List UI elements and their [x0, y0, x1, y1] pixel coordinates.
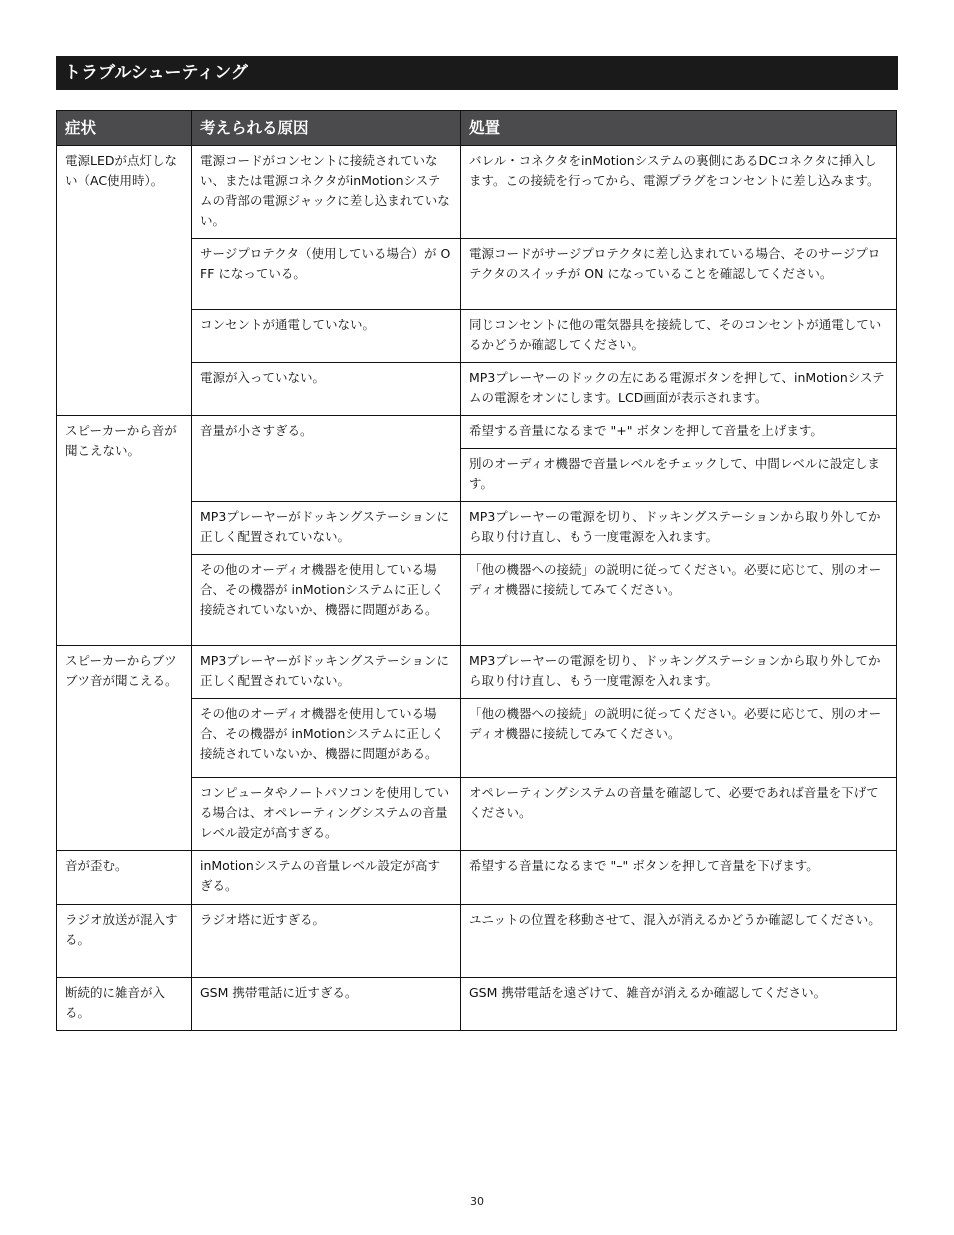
table-row: [57, 146, 897, 239]
remedy-cell: 希望する音量になるまで "+" ボタンを押して音量を上げます。: [461, 416, 897, 449]
cause-cell: 音量が小さすぎる。: [192, 416, 461, 502]
troubleshooting-table: [56, 110, 897, 1031]
remedy-cell: 「他の機器への接続」の説明に従ってください。必要に応じて、別のオーディオ機器に接続してみてください。: [461, 555, 897, 646]
symptom-cell: 電源LEDが点灯しない（AC使用時）。: [57, 146, 192, 416]
cause-cell: 電源が入っていない。: [192, 363, 461, 416]
remedy-cell: 希望する音量になるまで "–" ボタンを押して音量を下げます。: [461, 851, 897, 905]
remedy-cell: MP3プレーヤーのドックの左にある電源ボタンを押して、inMotionシステムの電源をオンにします。LCD画面が表示されます。: [461, 363, 897, 416]
symptom-cell: スピーカーから音が聞こえない。: [57, 416, 192, 646]
cause-cell: MP3プレーヤーがドッキングステーションに正しく配置されていない。: [192, 646, 461, 699]
remedy-cell: 別のオーディオ機器で音量レベルをチェックして、中間レベルに設定します。: [461, 449, 897, 502]
remedy-cell: 電源コードがサージプロテクタに差し込まれている場合、そのサージプロテクタのスイッチが ON になっていることを確認してください。: [461, 239, 897, 310]
remedy-cell: MP3プレーヤーの電源を切り、ドッキングステーションから取り外してから取り付け直し、もう一度電源を入れます。: [461, 502, 897, 555]
symptom-cell: ラジオ放送が混入する。: [57, 905, 192, 978]
cause-cell: GSM 携帯電話に近すぎる。: [192, 978, 461, 1031]
table-header-row: [57, 111, 897, 146]
cause-cell: コンセントが通電していない。: [192, 310, 461, 363]
table-row: [57, 978, 897, 1031]
page-number: 30: [470, 1195, 484, 1208]
remedy-cell: MP3プレーヤーの電源を切り、ドッキングステーションから取り外してから取り付け直し、もう一度電源を入れます。: [461, 646, 897, 699]
cause-cell: MP3プレーヤーがドッキングステーションに正しく配置されていない。: [192, 502, 461, 555]
table-row: [57, 851, 897, 905]
remedy-cell: 同じコンセントに他の電気器具を接続して、そのコンセントが通電しているかどうか確認してください。: [461, 310, 897, 363]
table-row: [57, 646, 897, 699]
table-row: [57, 416, 897, 449]
symptom-cell: 音が歪む。: [57, 851, 192, 905]
cause-cell: コンピュータやノートパソコンを使用している場合は、オペレーティングシステムの音量レベル設定が高すぎる。: [192, 778, 461, 851]
cause-cell: ラジオ塔に近すぎる。: [192, 905, 461, 978]
header-cause: 考えられる原因: [192, 111, 461, 146]
cause-cell: 電源コードがコンセントに接続されていない、または電源コネクタがinMotionシステムの背部の電源ジャックに差し込まれていない。: [192, 146, 461, 239]
symptom-cell: スピーカーからブツブツ音が聞こえる。: [57, 646, 192, 851]
page-title: トラブルシューティング: [56, 56, 898, 90]
cause-cell: その他のオーディオ機器を使用している場合、その機器が inMotionシステムに正しく接続されていないか、機器に問題がある。: [192, 699, 461, 778]
header-symptom: 症状: [57, 111, 192, 146]
cause-cell: サージプロテクタ（使用している場合）が OFF になっている。: [192, 239, 461, 310]
cause-cell: その他のオーディオ機器を使用している場合、その機器が inMotionシステムに正しく接続されていないか、機器に問題がある。: [192, 555, 461, 646]
remedy-cell: 「他の機器への接続」の説明に従ってください。必要に応じて、別のオーディオ機器に接続してみてください。: [461, 699, 897, 778]
symptom-cell: 断続的に雑音が入る。: [57, 978, 192, 1031]
remedy-cell: オペレーティングシステムの音量を確認して、必要であれば音量を下げてください。: [461, 778, 897, 851]
header-remedy: 処置: [461, 111, 897, 146]
cause-cell: inMotionシステムの音量レベル設定が高すぎる。: [192, 851, 461, 905]
table-row: [57, 905, 897, 978]
remedy-cell: バレル・コネクタをinMotionシステムの裏側にあるDCコネクタに挿入します。この接続を行ってから、電源プラグをコンセントに差し込みます。: [461, 146, 897, 239]
remedy-cell: ユニットの位置を移動させて、混入が消えるかどうか確認してください。: [461, 905, 897, 978]
remedy-cell: GSM 携帯電話を遠ざけて、雑音が消えるか確認してください。: [461, 978, 897, 1031]
